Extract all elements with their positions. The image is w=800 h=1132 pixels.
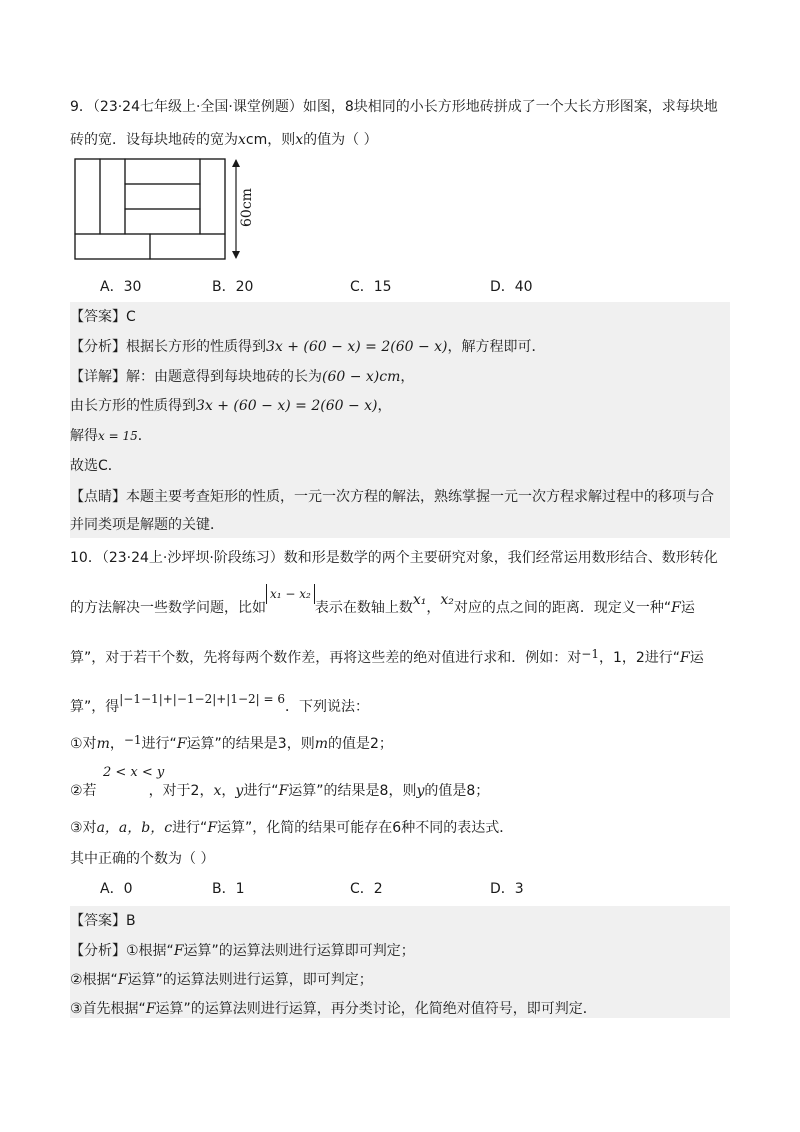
q10-stem-line2: 的方法解决一些数学问题，比如x₁ − x₂表示在数轴上数x₁，x₂对应的点之间的距离．现定义一种“F运: [70, 598, 695, 618]
q9-option-c: C．15: [350, 279, 392, 295]
q10-stem-line4: 算”，得|−1−1|+|−1−2|+|1−2| = 6．下列说法：: [70, 692, 370, 715]
tile-bottom-1: [75, 234, 150, 259]
q9-comment-line1: 【点睛】本题主要考查矩形的性质，一元一次方程的解法，熟练掌握一元一次方程求解过程中的移项与合: [70, 489, 714, 505]
q9-option-b: B．20: [212, 279, 254, 295]
q9-option-a: A．30: [100, 279, 142, 295]
tile-middle-3: [125, 209, 200, 234]
q10-ask: 其中正确的个数为（ ）: [70, 851, 215, 867]
q10-statement-3: ③对a，a，b，c进行“F运算”，化简的结果可能存在6种不同的表达式．: [70, 820, 514, 836]
q9-detail-line2: 由长方形的性质得到3x + (60 − x) = 2(60 − x)，: [70, 398, 392, 414]
q9-stem-line1: 9．（23·24七年级上·全国·课堂例题）如图，8块相同的小长方形地砖拼成了一个大长方形图案，求每块地: [70, 99, 718, 115]
q10-option-a: A．0: [100, 881, 133, 897]
tile-left-2: [100, 159, 125, 234]
dimension-arrow-bottom: [232, 251, 240, 259]
q10-analysis-2: ②根据“F运算”的运算法则进行运算，即可判定；: [70, 972, 373, 988]
tile-middle-2: [125, 184, 200, 209]
tile-right: [200, 159, 225, 234]
q10-analysis-1: 【分析】①根据“F运算”的运算法则进行运算即可判定；: [70, 943, 415, 959]
tile-left-1: [75, 159, 100, 234]
q9-detail-line1: 【详解】解：由题意得到每块地砖的长为(60 − x)cm，: [70, 369, 415, 385]
q9-comment-line2: 并同类项是解题的关键．: [70, 517, 224, 533]
q10-statement-2-condition: 2 < x < y: [103, 765, 165, 780]
q9-option-d: D．40: [490, 279, 533, 295]
q9-answer: 【答案】C: [70, 309, 136, 325]
tile-figure: [70, 155, 270, 265]
q10-statement-1: ①对m，−1进行“F运算”的结果是3，则m的值是2；: [70, 733, 393, 752]
tile-bottom-2: [150, 234, 225, 259]
q9-analysis: 【分析】根据长方形的性质得到3x + (60 − x) = 2(60 − x)，解方程即可．: [70, 339, 546, 355]
q10-option-d: D．3: [490, 881, 524, 897]
q10-analysis-3: ③首先根据“F运算”的运算法则进行运算，再分类讨论，化简绝对值符号，即可判定．: [70, 1001, 597, 1017]
q9-stem-line2: 砖的宽．设每块地砖的宽为xcm，则x的值为（ ）: [70, 132, 378, 148]
q10-answer: 【答案】B: [70, 913, 136, 929]
tile-middle-1: [125, 159, 200, 184]
q10-option-b: B．1: [212, 881, 245, 897]
dimension-label: 60cm: [239, 188, 255, 227]
q9-choose: 故选C．: [70, 458, 122, 474]
q9-solve: 解得x = 15．: [70, 428, 152, 444]
q10-stem-line3: 算”，对于若干个数，先将每两个数作差，再将这些差的绝对值进行求和．例如：对−1，1，2进行“F运: [70, 647, 704, 666]
dimension-arrow-top: [232, 159, 240, 167]
q10-statement-2: ②若 ，对于2，x，y进行“F运算”的结果是8，则y的值是8；: [70, 783, 490, 799]
q10-stem-line1: 10．（23·24上·沙坪坝·阶段练习）数和形是数学的两个主要研究对象，我们经常运用数形结合、数形转化: [70, 550, 718, 566]
q10-option-c: C．2: [350, 881, 383, 897]
